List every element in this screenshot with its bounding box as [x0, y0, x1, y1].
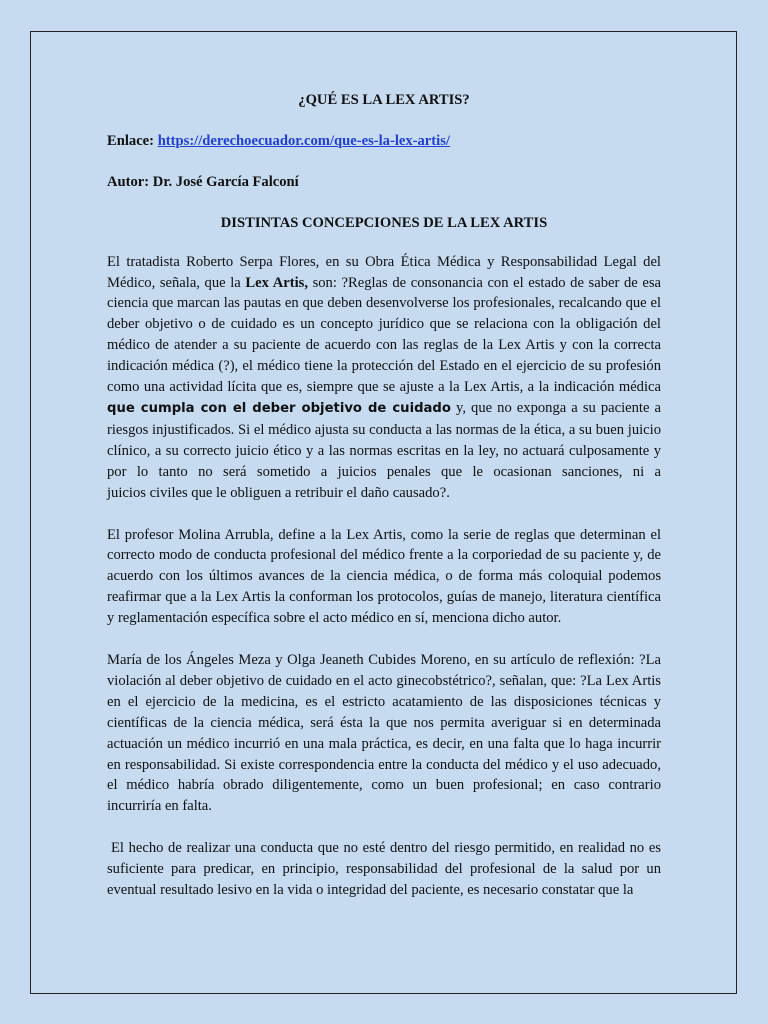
- link-line: [107, 131, 661, 152]
- section-subtitle: DISTINTAS CONCEPCIONES DE LA LEX ARTIS: [220, 214, 548, 231]
- link-label: Enlace:: [107, 132, 155, 149]
- author-line: Autor: Dr. José García Falconí: [107, 173, 299, 190]
- paragraph-2: El profesor Molina Arrubla, define a la Lex Artis, como la serie de reglas que determinan el correcto modo de conducta profesional del médico frente a la corporiedad de su paciente y, de acuerdo con los últimos avances de la ciencia médica, o de forma más coloquial podemos reafirmar que a la Lex Artis la conforman los protocolos, guías de manejo, literatura científica y reglamentación específica sobre el acto médico en sí, menciona dicho autor.: [107, 526, 661, 627]
- paragraph-1-text-a: El tratadista Roberto Serpa Flores, en su Obra Ética Médica y Responsabilidad Legal del Médico, señala, que la: [107, 253, 661, 291]
- document-page: [30, 31, 737, 994]
- paragraph-1-bold-phrase: que cumpla con el deber objetivo de cuidado: [107, 400, 451, 416]
- document-content: [107, 90, 661, 922]
- paragraph-1: [107, 252, 661, 483]
- page-title: ¿QUÉ ES LA LEX ARTIS?: [298, 92, 470, 108]
- paragraph-1-end: juicios civiles que le obliguen a retribuir el daño causado?.: [107, 484, 450, 501]
- source-link[interactable]: https://derechoecuador.com/que-es-la-lex-artis/: [157, 132, 450, 149]
- paragraph-1-text-c: son: ?Reglas de consonancia con el estado de saber de esa ciencia que marcan las pautas en que deben desenvolverse los profesionales, recalcando que el deber objetivo o de cuidado es un concepto jurídico que se relaciona con la obligación del médico de atender a su paciente de acuerdo con las reglas de la Lex Artis y con la correcta indicación médica (?), el médico tiene la protección del Estado en el ejercicio de su profesión como una actividad lícita que es, siempre que se ajuste a la Lex Artis, a la indicación médica: [107, 274, 661, 396]
- paragraph-3: María de los Ángeles Meza y Olga Jeaneth Cubides Moreno, en su artículo de reflexión: ?La violación al deber objetivo de cuidado en el acto ginecobstétrico?, señalan, que: ?La Lex Artis en el ejercicio de la medicina, es el estricto acatamiento de las disposiciones técnicas y científicas de la ciencia médica, será ésta la que nos permita averiguar si en determinada actuación un médico incurrió en una mala práctica, es decir, en una falta que lo haga incurrir en responsabilidad. Si existe correspondencia entre la conducta del médico y el uso adecuado, el médico habría obrado diligentemente, como un buen profesional; en caso contrario incurriría en falta.: [107, 652, 661, 815]
- paragraph-1-bold-term: Lex Artis,: [245, 274, 308, 291]
- paragraph-4: El hecho de realizar una conducta que no esté dentro del riesgo permitido, en realidad no es suficiente para predicar, en principio, responsabilidad del profesional de la salud por un eventual resultado lesivo en la vida o integridad del paciente, es necesario constatar que la: [107, 840, 661, 899]
- paragraph-1-text-e: y, que no exponga a su paciente a riesgos injustificados. Si el médico ajusta su conducta a las normas de la ética, a su buen juicio clínico, a su correcto juicio ético y a las normas escritas en la ley, no actuará culposamente y por lo tanto no será sometido a juicios penales que le ocasionan sanciones, ni a: [107, 399, 661, 480]
